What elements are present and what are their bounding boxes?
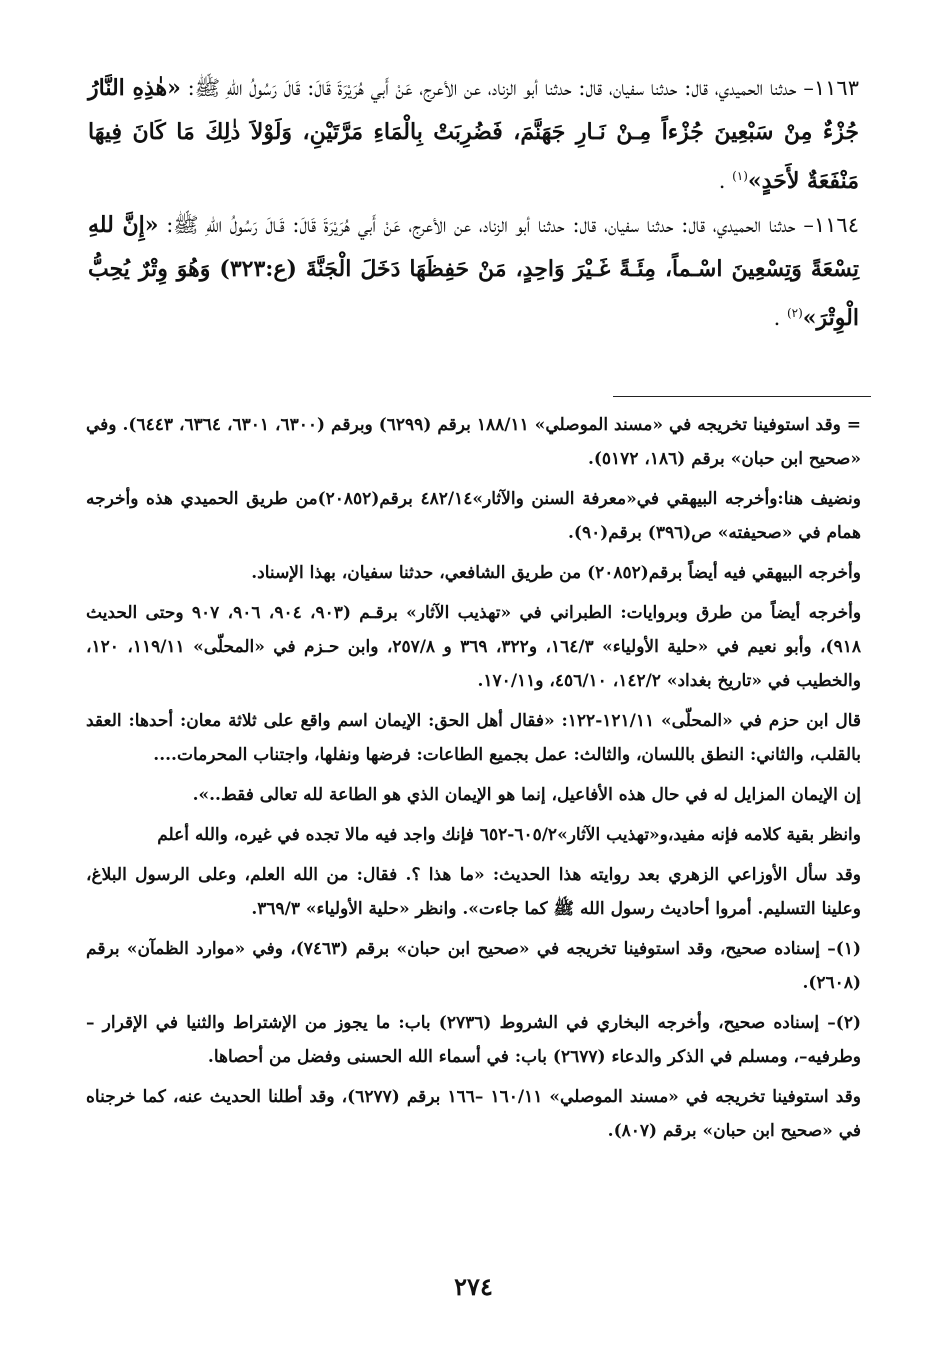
hadith-1164-end: . xyxy=(773,306,787,330)
footnote-paragraph: إن الإيمان المزايل له في حال هذه الأفاعيل، إنما هو الإيمان الذي هو الطاعة لله تعالى فقط..». xyxy=(192,785,861,805)
footnote-2: (٢)– إسناده صحيح، وأخرجه البخاري في الشروط (٢٧٣٦) باب: ما يجوز من الإشتراط والثنيا في الإقرار –وطرفيه–، ومسلم في الذكر والدعاء (٢٦٧٧) باب: في أسماء الله الحسنى وفضل من أحصاها. xyxy=(86,1013,862,1067)
footnote-paragraph: وأخرجه أيضاً من طرق وبروايات: الطبراني في «تهذيب الآثار» برقـم (٩٠٣، ٩٠٤، ٩٠٦، ٩٠٧ وحتى الحديث ٩١٨)، وأبو نعيم في «حلية الأولياء» ١٦٤/٣، و٣٢٢، ٣٦٩ و ٢٥٧/٨، وابن حـزم في «المحلّى» ١١٩/١١، ١٢٠، والخطيب في «تاريخ بغداد» ١٤٢/٢، ٤٥٦/١٠، و١٧٠/١١. xyxy=(86,603,862,691)
footnote-ref-2[interactable]: (٢) xyxy=(786,306,803,320)
footnote-paragraph: وقد سأل الأوزاعي الزهري بعد روايته هذا الحديث: «ما هذا ؟. فقال: من الله العلم، وعلى الرسول البلاغ، وعلينا التسليم. أمروا أحاديث رسول الله ﷺ كما جاءت». وانظر «حلية الأولياء» ٣٦٩/٣. xyxy=(86,865,861,919)
hadith-1163 xyxy=(88,66,859,203)
hadith-1164-isnad: ١١٦٤– حدثنا الحميدي، قال: حدثنا سفيان، قال: حدثنا أبو الزناد، عن الأعرج، عَنْ أَبي هُرَيْرَةَ قَالَ: قَـالَ رَسُولُ اللهِ ﷺ: xyxy=(166,213,859,237)
footnote-divider xyxy=(613,396,871,397)
footnote-paragraph: وانظر بقية كلامه فإنه مفيد،و«تهذيب الآثار»٦٠٥/٢-٦٥٢ فإنك واجد فيه مالا تجده في غيره، والله أعلم xyxy=(157,825,861,845)
footnote-1: (١)– إسناده صحيح، وقد استوفينا تخريجه في «صحيح ابن حبان» برقم (٧٤٦٣)، وفي «موارد الظمآن» برقم (٢٦٠٨). xyxy=(86,939,861,993)
footnote-ref-1[interactable]: (١) xyxy=(732,169,748,183)
footnote-paragraph: وأخرجه البيهقي فيه أيضاً برقم(٢٠٨٥٢) من طريق الشافعي، حدثنا سفيان، بهذا الإسناد. xyxy=(251,563,861,583)
page-number: ٢٧٤ xyxy=(454,1272,493,1301)
footnote-paragraph: قال ابن حزم في «المحلّى» ١٢١/١١-١٢٢: «فقال أهل الحق: الإيمان اسم واقع على ثلاثة معان: أحدها: العقد بالقلب، والثاني: النطق باللسان، والثالث: عمل بجميع الطاعات: فرضها ونفلها، واجتناب المحرمات.... xyxy=(86,711,861,765)
footnote-2-continuation: وقد استوفينا تخريجه في «مسند الموصلي» ١٦٠/١١ –١٦٦ برقم (٦٢٧٧)، وقد أطلنا الحديث عنه، كما خرجناه في «صحيح ابن حبان» برقم (٨٠٧). xyxy=(86,1087,861,1141)
main-text xyxy=(88,66,859,340)
hadith-1164-text: «إِنَّ للهِ تِسْعَةً وَتِسْعِينَ اسْـماً، مِئَـةً غَـيْرَ وَاحِدٍ، مَنْ حَفِظَهَا دَخَلَ الْجَنَّةَ (ع:٣٢٣) وَهُوَ وِتْرٌ يُحِبُّ الْوِتْرَ» xyxy=(88,212,859,331)
footnotes-section xyxy=(86,408,861,1154)
footnote-paragraph: ونضيف هنا:وأخرجه البيهقي في«معرفة السنن والآثار»٤٨٢/١٤ برقم(٢٠٨٥٢)من طريق الحميدي هذه وأخرجه همام في «صحيفته» ص(٣٩٦) برقم(٩٠). xyxy=(86,489,861,543)
hadith-1164 xyxy=(88,203,859,340)
hadith-1163-text: «هٰذِهِ النَّارُ جُزْءٌ مِنْ سَبْعِينَ جُزْءاً مِـنْ نَـارِ جَهَنَّمَ، فَضُرِبَتْ بِالْمَاءِ مَرَّتَيْنِ، وَلَوْلاَ ذٰلِكَ مَا كَانَ فِيهَا مَنْفَعَةٌ لأَحَدٍ» xyxy=(88,75,859,194)
hadith-1163-end: . xyxy=(718,169,733,193)
hadith-1163-isnad: ١١٦٣– حدثنا الحميدي، قال: حدثنا سفيان، قال: حدثنا أبو الزناد، عن الأعرج، عَنْ أَبي هُرَيْرَةَ قَالَ: قَالَ رَسُولُ اللهِ ﷺ: xyxy=(187,76,859,100)
footnote-continuation: = وقد استوفينا تخريجه في «مسند الموصلي» ١٨٨/١١ برقم (٦٢٩٩) وبرقم (٦٣٠٠، ٦٣٠١، ٦٣٦٤، ٦٤٤٣). وفي «صحيح ابن حبان» برقم (١٨٦، ٥١٧٢). xyxy=(86,415,862,469)
